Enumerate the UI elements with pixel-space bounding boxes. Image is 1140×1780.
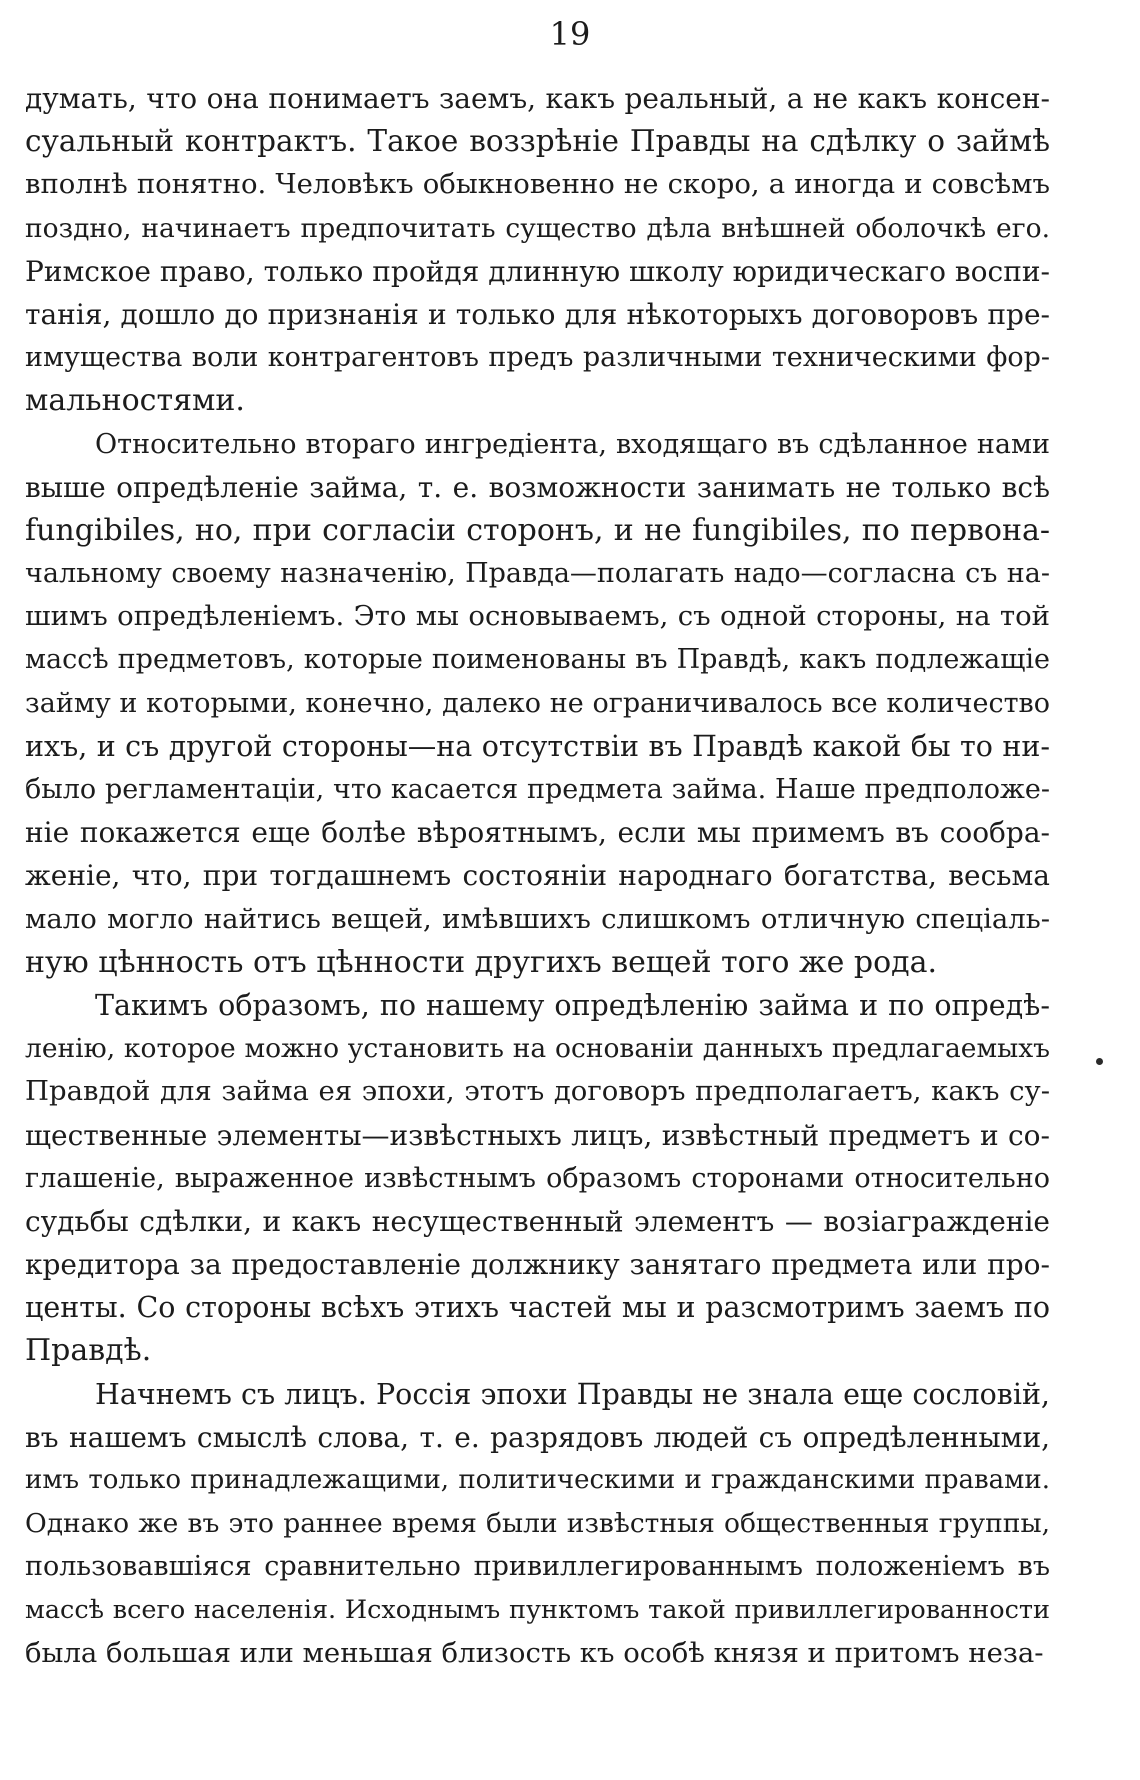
text-line: думать, что она понимаетъ заемъ, какъ реальный, а не какъ консен- [25,82,1050,115]
text-line: поздно, начинаетъ предпочитать существо дѣла внѣшней оболочкѣ его. [25,212,1050,244]
paragraph [25,984,1050,1373]
text-line: Начнемъ съ лицъ. Россія эпохи Правды не знала еще сословій, [95,1377,1050,1411]
text-line: въ нашемъ смыслѣ слова, т. е. разрядовъ людей съ опредѣленными, [25,1420,1050,1454]
text-line: мальностями. [25,383,245,419]
text-line: шимъ опредѣленіемъ. Это мы основываемъ, съ одной стороны, на той [25,600,1050,633]
text-line: суальный контрактъ. Такое воззрѣніе Правды на сдѣлку о займѣ [25,124,1050,159]
text-line: женіе, что, при тогдашнемъ состояніи народнаго богатства, весьма [25,859,1050,893]
paragraph [25,1373,1050,1675]
text-line: центы. Со стороны всѣхъ этихъ частей мы и разсмотримъ заемъ по [25,1291,1050,1325]
paragraph [25,77,1050,423]
text-line: ленію, которое можно установить на основаніи данныхъ предлагаемыхъ [25,1033,1050,1065]
text-line: вполнѣ понятно. Человѣкъ обыкновенно не скоро, а иногда и совсѣмъ [25,168,1050,201]
page-body [25,77,1050,1675]
text-line: Однако же въ это раннее время были извѣстныя общественныя группы, [25,1508,1050,1540]
text-line: имъ только принадлежащими, политическими и гражданскими правами. [25,1465,1050,1495]
text-line: чальному своему назначенію, Правда—полагать надо—согласна съ на- [25,558,1050,590]
paragraph [25,423,1050,984]
text-line: Правдой для займа ея эпохи, этотъ договоръ предполагаетъ, какъ су- [25,1075,1050,1108]
text-line: займу и которыми, конечно, далеко не ограничивалось все количество [25,687,1050,719]
text-line: кредитора за предоставленіе должнику занятаго предмета или про- [25,1248,1050,1282]
text-line: была большая или меньшая близость къ особѣ князя и притомъ неза- [25,1636,1044,1669]
text-line: Римское право, только пройдя длинную школу юридическаго воспи- [25,254,1050,288]
text-line: выше опредѣленіе займа, т. е. возможности занимать не только всѣ [25,470,1050,504]
text-line: Относительно втораго ингредіента, входящаго въ сдѣланное нами [95,428,1050,460]
page-number: 19 [549,15,591,53]
text-line: ную цѣнность отъ цѣнности другихъ вещей того же рода. [25,944,938,980]
margin-ink-dot [1096,1058,1103,1065]
text-line: массѣ предметовъ, которые поименованы въ Правдѣ, какъ подлежащіе [25,644,1050,676]
text-line: массѣ всего населенія. Исходнымъ пунктомъ такой привиллегированности [25,1594,1050,1625]
text-line: Правдѣ. [25,1333,152,1369]
text-line: щественные элементы—извѣстныхъ лицъ, извѣстный предметъ и со- [25,1118,1050,1152]
text-line: Такимъ образомъ, по нашему опредѣленію займа и по опредѣ- [95,988,1050,1022]
text-line: ихъ, и съ другой стороны—на отсутствіи въ Правдѣ какой бы то ни- [25,729,1050,763]
text-line: fungibiles, но, при согласіи сторонъ, и не fungibiles, по первона- [25,512,1050,548]
text-line: ніе покажется еще болѣе вѣроятнымъ, если мы примемъ въ сообра- [25,816,1050,850]
text-line: имущества воли контрагентовъ предъ различными техническими фор- [25,342,1050,374]
text-line: мало могло найтись вещей, имѣвшихъ слишкомъ отличную спеціаль- [25,902,1050,935]
text-line: пользовавшіяся сравнительно привиллегированнымъ положеніемъ въ [25,1551,1050,1583]
text-line: было регламентаціи, что касается предмета займа. Наше предположе- [25,774,1050,805]
text-line: судьбы сдѣлки, и какъ несущественный элементъ — возіагражденіе [25,1204,1050,1238]
text-line: танія, дошло до признанія и только для нѣкоторыхъ договоровъ пре- [25,297,1050,331]
text-line: глашеніе, выраженное извѣстнымъ образомъ сторонами относительно [25,1162,1050,1194]
